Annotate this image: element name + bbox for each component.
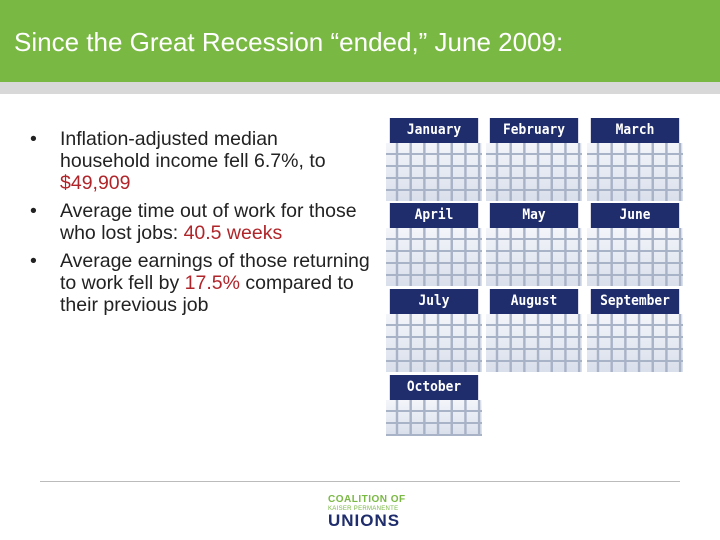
month-day-grid — [486, 228, 582, 286]
calendar-graphic — [386, 118, 686, 440]
month-day-grid — [587, 314, 683, 372]
month-label: January — [390, 118, 478, 143]
month-day-grid — [386, 228, 482, 286]
month-label: April — [390, 203, 478, 228]
title-divider — [0, 82, 720, 94]
calendar-month-june — [587, 203, 683, 286]
bullet-text: Inflation-adjusted median household income fell 6.7%, to — [60, 128, 326, 172]
bullet-highlight: 17.5% — [184, 272, 240, 294]
calendar-month-may — [486, 203, 582, 286]
slide-title: Since the Great Recession “ended,” June 2009: — [14, 27, 564, 57]
month-label: July — [390, 289, 478, 314]
logo-line-kaiser: KAISER PERMANENTE — [328, 506, 399, 512]
logo-line-coalition: COALITION OF — [328, 494, 406, 505]
month-label: October — [390, 375, 478, 400]
bullet-highlight: $49,909 — [60, 172, 131, 194]
bullet-list — [28, 128, 370, 322]
month-label: June — [591, 203, 679, 228]
month-label: February — [490, 118, 578, 143]
bullet-item-earnings — [28, 250, 370, 316]
calendar-month-september — [587, 289, 683, 372]
month-day-grid — [386, 400, 482, 436]
calendar-month-april — [386, 203, 482, 286]
bullet-dot-icon: • — [30, 250, 37, 272]
bullet-item-income — [28, 128, 370, 194]
month-day-grid — [587, 143, 683, 201]
title-bar — [0, 0, 720, 82]
month-label: August — [490, 289, 578, 314]
bullet-highlight: 40.5 weeks — [183, 222, 283, 244]
bullet-text: Average time out of work for those who lost jobs: — [60, 200, 357, 244]
bullet-text-after: compared to their previous job — [60, 272, 354, 316]
logo-line-unions: UNIONS — [328, 511, 401, 530]
calendar-month-january — [386, 118, 482, 201]
calendar-month-march — [587, 118, 683, 201]
month-day-grid — [386, 143, 482, 201]
month-label: May — [490, 203, 578, 228]
bullet-dot-icon: • — [30, 200, 37, 222]
bullet-dot-icon: • — [30, 128, 37, 150]
bullet-text: Average earnings of those returning to work fell by — [60, 250, 370, 294]
month-day-grid — [486, 143, 582, 201]
calendar-month-february — [486, 118, 582, 201]
union-logo — [328, 494, 418, 530]
calendar-month-august — [486, 289, 582, 372]
month-label: September — [591, 289, 679, 314]
month-label: March — [591, 118, 679, 143]
footer-divider — [40, 481, 680, 482]
calendar-month-july — [386, 289, 482, 372]
month-day-grid — [587, 228, 683, 286]
month-day-grid — [486, 314, 582, 372]
calendar-month-october — [386, 375, 482, 436]
bullet-item-time-out-of-work — [28, 200, 370, 244]
month-day-grid — [386, 314, 482, 372]
